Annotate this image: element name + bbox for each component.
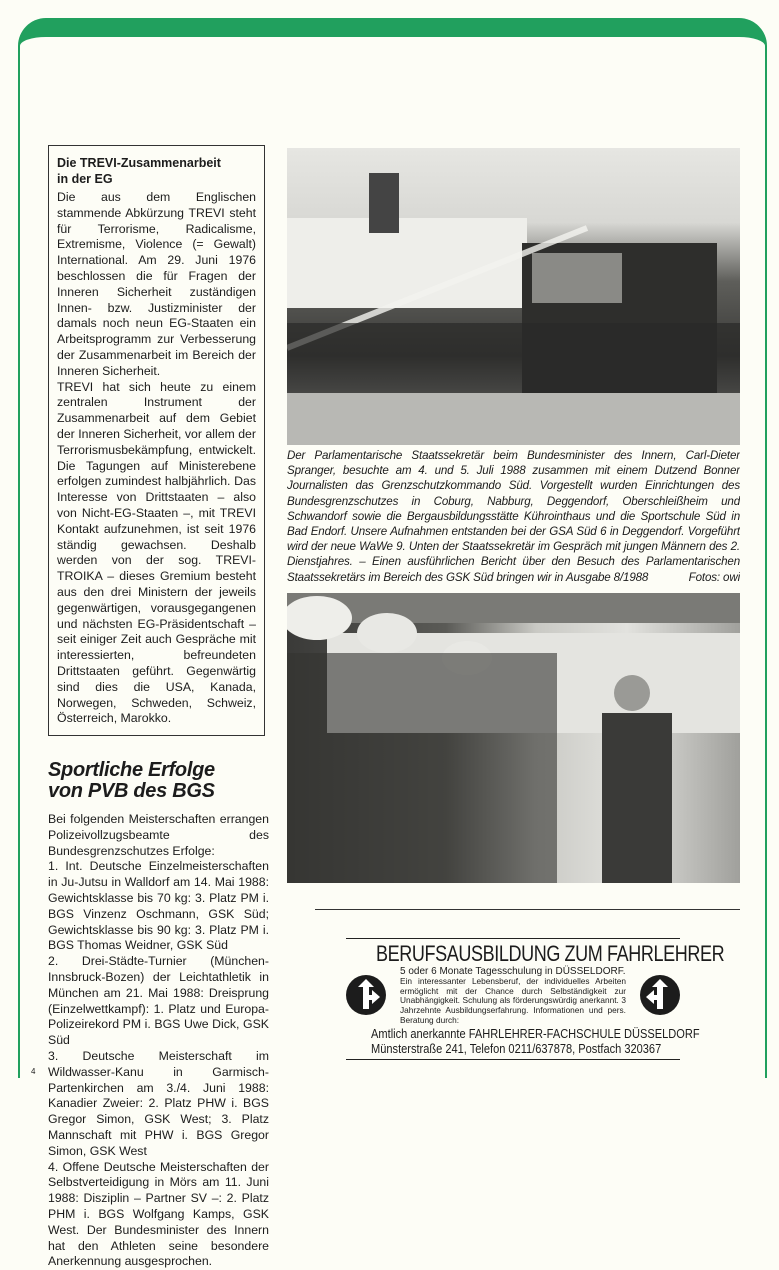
sport-paragraph: 4. Offene Deutsche Meisterschaften der Selbstverteidigung in Mörs am 11. Juni 1988: Disziplin – Partner SV –: 2. Platz PHM i. BGS Wolfgang Kamps, GSK West. Der Bundesminister des Innern hat den Athleten seine besondere Anerkennung ausgesprochen. [48, 1159, 269, 1269]
ad-school-name: Amtlich anerkannte FAHRLEHRER-FACHSCHULE DÜSSELDORF [371, 1025, 700, 1041]
sport-heading-line2: von PVB des BGS [48, 780, 215, 803]
photo-caption [287, 448, 740, 585]
sport-article-body [48, 812, 269, 1270]
section-divider [315, 909, 740, 910]
ad-body: Ein interessanter Lebensberuf, der individuelles Arbeiten ermöglicht mit der Chance durch Selbständigkeit zur Unabhängigkeit. Schulung als förderungswürdig anerkannt. 3 Jahrzehnte Ausbildungserfahrung. Informationen und pers. Beratung durch: [400, 975, 626, 1026]
trevi-paragraph: TREVI hat sich heute zu einem zentralen Instrument der Zusammenarbeit auf dem Gebiet der Inneren Sicherheit, vor allem der Terrorismusbekämpfung, entwickelt. Die Tagungen auf Ministerebene erfolgen zumindest halbjährlich. Das Interesse von Drittstaaten – also von Nicht-EG-Staaten –, mit TREVI Kontakt aufzunehmen, ist seit 1976 ständig gewachsen. Deshalb werden von der sog. TREVI-TROIKA – dieses Gremium besteht aus den drei Ministern der jeweils gegenwärtigen, vorausgegangenen und nächsten EG-Präsidentschaft – seit einiger Zeit auch Gespräche mit interessierten, befreundeten Drittstaaten geführt. Gegenwärtig sind dies die USA, Kanada, Norwegen, Schweden, Schweiz, Österreich, Marokko. [57, 379, 256, 726]
trevi-heading-line2: in der EG [57, 172, 113, 186]
right-column [287, 148, 740, 1060]
photo-officers-lineup-illustration [287, 593, 740, 883]
trevi-sidebar-box [48, 145, 265, 736]
sport-paragraph: 1. Int. Deutsche Einzelmeisterschaften in Ju-Jutsu in Walldorf am 14. Mai 1988: Gewichtsklasse bis 70 kg: 3. Platz PM i. BGS Vinzenz Oschmann, GSK Süd; Gewichtsklasse bis 90 kg: 3. Platz PM i. BGS Thomas Weidner, GSK Süd [48, 859, 269, 953]
trevi-heading-line1: Die TREVI-Zusammenarbeit [57, 156, 221, 170]
road-sign-straight-or-left-icon [640, 975, 680, 1015]
driving-instructor-school-ad [346, 938, 725, 1060]
road-sign-straight-or-right-icon [346, 975, 386, 1015]
ad-address: Münsterstraße 241, Telefon 0211/637878, Postfach 320367 [371, 1041, 662, 1057]
sport-paragraph: 2. Drei-Städte-Turnier (München-Innsbruck-Bozen) der Leichtathletik in München am 21. Mai 1988: Dreisprung (Einzelwettkampf): 1. Platz und Europa-Polizeirekord PM i. BGS Uwe Dick, GSK Süd [48, 954, 269, 1048]
sport-paragraph: 3. Deutsche Meisterschaft im Wildwasser-Kanu in Garmisch-Partenkirchen am 3./4. Juni 1988: Kanadier Zweier: 2. Platz PHW i. BGS Gregor Simon, GSK West; 3. Platz Mannschaft mit PHW i. BGS Gregor Simon, GSK West [48, 1049, 269, 1158]
page-number: 4 [31, 1067, 36, 1076]
ad-description [400, 966, 626, 1026]
trevi-heading [57, 155, 256, 187]
photo-water-cannon-demo [287, 148, 740, 445]
photo-water-cannon-illustration [287, 148, 740, 445]
ad-title: BERUFSAUSBILDUNG ZUM FAHRLEHRER [376, 940, 725, 966]
left-column [48, 145, 269, 1270]
photo-credit: Fotos: owi [688, 570, 740, 584]
caption-text: Der Parlamentarische Staatssekretär beim Bundesminister des Innern, Carl-Dieter Spranger, besuchte am 4. und 5. Juli 1988 zusammen mit einem Dutzend Bonner Journalisten das Grenzschutzkommando Süd. Vorgestellt wurden Einrichtungen des Bundesgrenzschutzes in Coburg, Nabburg, Deggendorf, Oberschleißheim und Schwandorf sowie die Bergausbildungsstätte Kührointhaus und die Sportschule Süd in Bad Endorf. Unsere Aufnahmen entstanden bei der GSA Süd 6 in Deggendorf. Vorgeführt wird der neue WaWe 9. Unten der Staatssekretär im Gespräch mit jungen Männern des 2. Dienstjahres. – Einen ausführlichen Bericht über den Besuch des Parlamentarischen Staatssekretärs im Bereich des GSK Süd bringen wir in Ausgabe 8/1988 [287, 449, 740, 584]
trevi-paragraph: Die aus dem Englischen stammende Abkürzung TREVI steht für Terrorisme, Radicalisme, Extremisme, Violence (= Gewalt) International. Am 29. Juni 1976 beschlossen die für Fragen der Inneren Sicherheit zuständigen Innen- bzw. Justizminister der damals noch neun EG-Staaten ein Arbeitsprogramm zur Verbesserung der Zusammenarbeit im Bereich der Inneren Sicherheit. [57, 190, 256, 378]
sport-heading-line1: Sportliche Erfolge [48, 759, 215, 782]
ad-lead: 5 oder 6 Monate Tagesschulung in DÜSSELDORF. [400, 965, 626, 977]
sport-heading [48, 760, 278, 802]
sport-paragraph: Bei folgenden Meisterschaften errangen Polizeivollzugsbeamte des Bundesgrenzschutzes Erfolge: [48, 812, 269, 858]
photo-state-secretary-visit [287, 593, 740, 883]
